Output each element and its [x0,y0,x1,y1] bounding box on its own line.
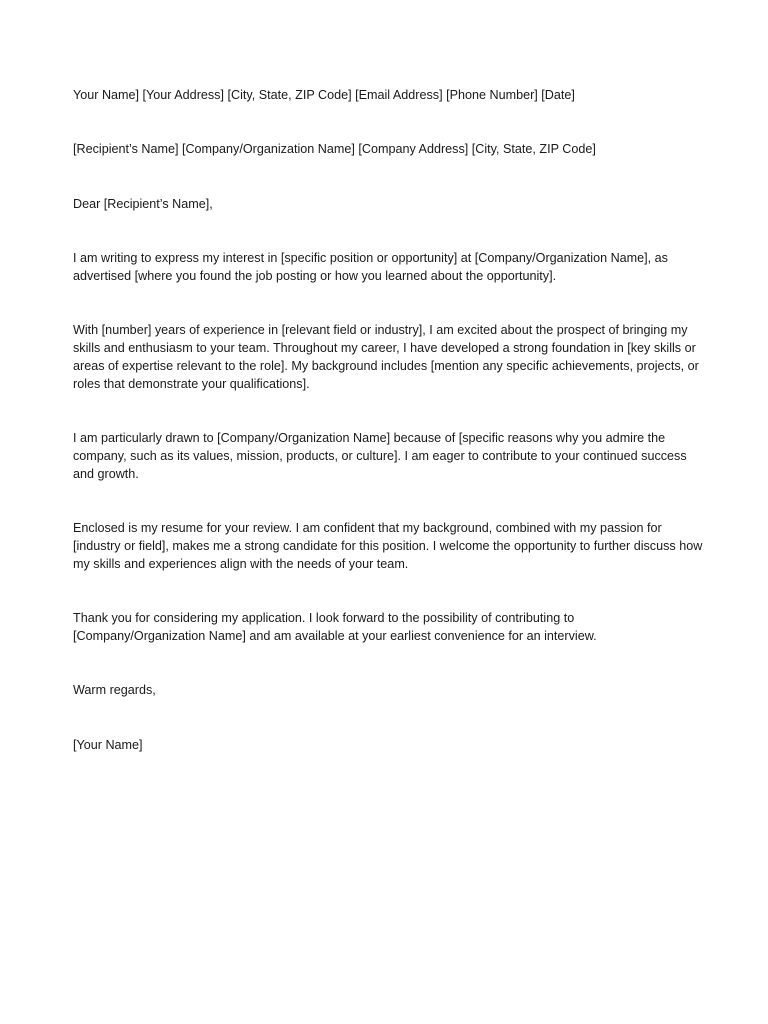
paragraph-thanks: Thank you for considering my application. I look forward to the possibility of contributing to [Company/Organization Name] and am available at your earliest convenience for an interview. [73,611,597,643]
paragraph-enclosure: Enclosed is my resume for your review. I am confident that my background, combined with my passion for [industry or field], makes me a strong candidate for this position. I welcome the opportunity to further discuss how my skills and experiences align with the needs of your team. [73,521,703,571]
signature-name: [Your Name] [73,738,143,752]
closing: Warm regards, [73,683,156,697]
salutation: Dear [Recipient’s Name], [73,197,213,211]
sender-info-line: Your Name] [Your Address] [City, State, ZIP Code] [Email Address] [Phone Number] [Date] [73,88,575,102]
paragraph-company-interest: I am particularly drawn to [Company/Organization Name] because of [specific reasons why you admire the company, such as its values, mission, products, or culture]. I am eager to contribute to your continued success and growth. [73,431,687,481]
recipient-info-line: [Recipient’s Name] [Company/Organization Name] [Company Address] [City, State, ZIP Code] [73,142,596,156]
paragraph-intro: I am writing to express my interest in [specific position or opportunity] at [Company/Organization Name], as advertised [where you found the job posting or how you learned about the opportunity]. [73,251,668,283]
cover-letter [73,86,703,754]
paragraph-experience: With [number] years of experience in [relevant field or industry], I am excited about the prospect of bringing my skills and enthusiasm to your team. Throughout my career, I have developed a strong foundation in [key skills or areas of expertise relevant to the role]. My background includes [mention any specific achievements, projects, or roles that demonstrate your qualifications]. [73,323,699,391]
